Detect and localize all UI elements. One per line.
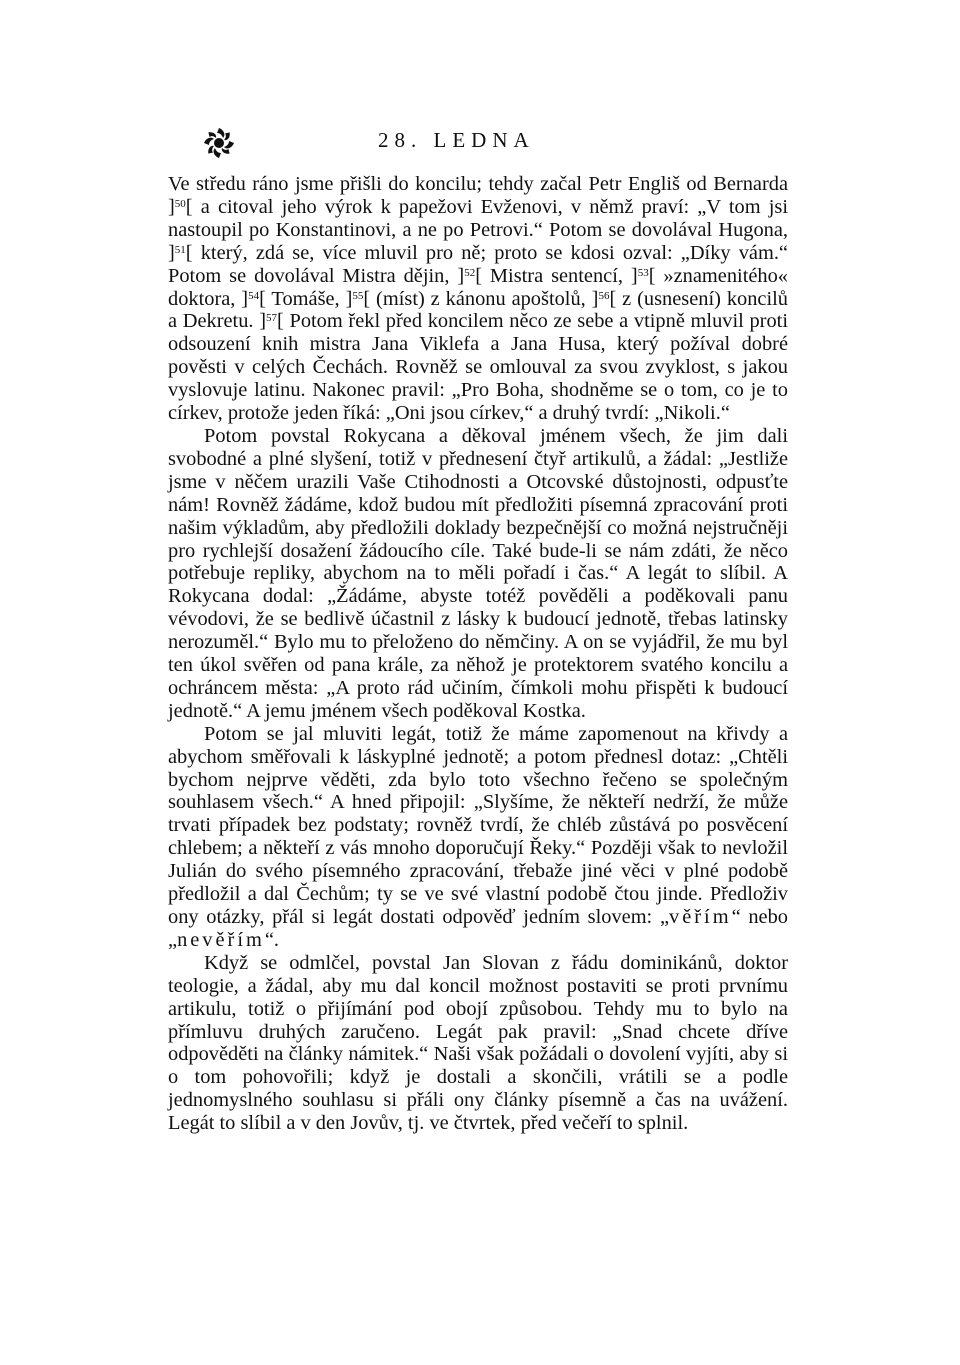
footnote-marker: ]$^{51}$[ xyxy=(168,241,193,264)
footnote-number: 55 xyxy=(352,289,364,302)
text-run: Když se odmlčel, povstal Jan Slovan z řádu dominikánů, doktor teologie, a žádal, aby mu dal koncil možnost postaviti se proti prvnímu artikulu, totiž o přijímání pod obojí způsobou. Tehdy mu to bylo na přímluvu druhých zaručeno. Legát pak pravil: „Snad chcete dříve odpověděti na články námitek.“ Naši však požádali o dovolení vyjíti, aby si o tom pohovořili; když je dostali a skončili, vrátili se a podle jednomyslného souhlasu si přáli ony články písemně a čas na uvážení. Legát to slíbil a v den Jovův, tj. ve čtvrtek, před večeří to splnil. xyxy=(168,951,788,1135)
text-run: Mistra sentencí, xyxy=(481,264,631,287)
text-run: Ve středu ráno jsme přišli do koncilu; tehdy začal Petr Engliš od Bernarda xyxy=(168,173,788,195)
text-run: “ nebo „ xyxy=(168,906,788,951)
footnote-marker: ]$^{54}$[ xyxy=(241,287,266,310)
text-run: který, zdá se, více mluvil pro ně; proto se kdosi ozval: „Díky vám.“ Potom se dovolával Mistra dějin, xyxy=(168,241,788,287)
paragraph-4 xyxy=(168,952,788,1135)
text-run: a citoval jeho výrok k papežovi Evženovi, v němž praví: „V tom jsi nastoupil po Konstantinovi, a ne po Petrovi.“ Potom se dovolával Hugona, xyxy=(168,195,788,241)
text-run: »znamenitého« doktora, xyxy=(168,264,788,310)
footnote-marker: ]$^{57}$[ xyxy=(259,310,284,333)
footnote-number: 57 xyxy=(266,312,277,325)
text-run: Tomáše, xyxy=(265,287,346,310)
text-run: Potom řekl před koncilem něco ze sebe a vtipně mluvil proti odsouzení knih mistra Jana Viklefa a Jana Husa, který požíval dobré pověsti v celých Čechách. Rovněž se omlouval za svou zvyklost, s jakou vyslovuje latinu. Nakonec pravil: „Pro Boha, shodněme se o tom, co je to církev, protože jeden říká: „Oni jsou církev,“ a druhý tvrdí: „Nikoli.“ xyxy=(168,310,789,425)
text-run: “. xyxy=(264,928,280,951)
footnote-marker: ]$^{52}$[ xyxy=(457,264,482,287)
sun-swirl-ornament-icon xyxy=(202,126,236,160)
body-text xyxy=(168,173,788,1135)
spaced-emphasis: věřím xyxy=(669,906,732,928)
footnote-number: 56 xyxy=(598,289,610,302)
text-run: Potom povstal Rokycana a děkoval jménem všech, že jim dali svobodné a plné slyšení, totiž v přednesení čtyř artikulů, a žádal: „Jestliže jsme v něčem urazili Vaše Ctihodnosti a Otcovské důstojnosti, odpusťte nám! Rovněž žádáme, kdož budou mít předložiti písemná zpracování proti našim výkladům, aby předložili doklady bezpečnější co možná nejstručněji pro rychlejší dosažení žádoucího cíle. Také bude-li se nám zdáti, že něco potřebuje repliky, abychom na to měli pořadí i čas.“ A legát to slíbil. A Rokycana dodal: „Žádáme, abyste totéž pověděli a poděkovali panu vévodovi, že se bedlivě účastnil z lásky k budoucí jednotě, třebas latinsky nerozuměl.“ Bylo mu to přeloženo do němčiny. A on se vyjádřil, že mu byl ten úkol svěřen od pana krále, za něhož je protektorem svatého koncilu a ochráncem města: „A proto rád učiním, čímkoli mohu přispěti k budoucí jednotě.“ A jemu jménem všech poděkoval Kostka. xyxy=(168,424,788,722)
footnote-number: 53 xyxy=(637,266,649,279)
footnote-marker: ]$^{55}$[ xyxy=(345,287,371,310)
running-head: 28. LEDNA xyxy=(378,128,535,152)
footnote-number: 50 xyxy=(174,197,186,210)
footnote-number: 52 xyxy=(464,266,476,279)
footnote-marker: ]$^{56}$[ xyxy=(591,287,617,310)
text-run: Potom se jal mluviti legát, totiž že máme zapomenout na křivdy a abychom směřovali k láskyplné jednotě; a potom přednesl dotaz: „Chtěli bychom nejprve věděti, zda bylo toto všechno řečeno se společným souhlasem všech.“ A hned připojil: „Slyšíme, že někteří nedrží, že může trvati případek bez podstaty; rovněž tvrdí, že chléb zůstává po posvěcení chlebem; a někteří z vás mnoho doporučují Řeky.“ Později však to nevložil Julián do svého písemného zpracování, třebaže jiné věci v plné podobě předložil a dal Čechům; ty se ve své vlastní podobě čtou jinde. Předloživ ony otázky, přál si legát dostati odpověď jedním slovem: „ xyxy=(168,722,788,928)
text-run: (míst) z kánonu apoštolů, xyxy=(370,287,592,310)
text-run: z (usnesení) koncilů a Dekretu. xyxy=(168,287,788,333)
paragraph-2 xyxy=(168,425,788,723)
page-header xyxy=(168,124,788,164)
footnote-number: 51 xyxy=(174,243,186,256)
paragraph-1 xyxy=(168,173,788,425)
footnote-number: 54 xyxy=(248,289,260,302)
footnote-marker: ]$^{50}$[ xyxy=(168,195,193,218)
footnote-marker: ]$^{53}$[ xyxy=(630,264,656,287)
paragraph-3 xyxy=(168,723,788,952)
spaced-emphasis: nevěřím xyxy=(177,928,265,951)
